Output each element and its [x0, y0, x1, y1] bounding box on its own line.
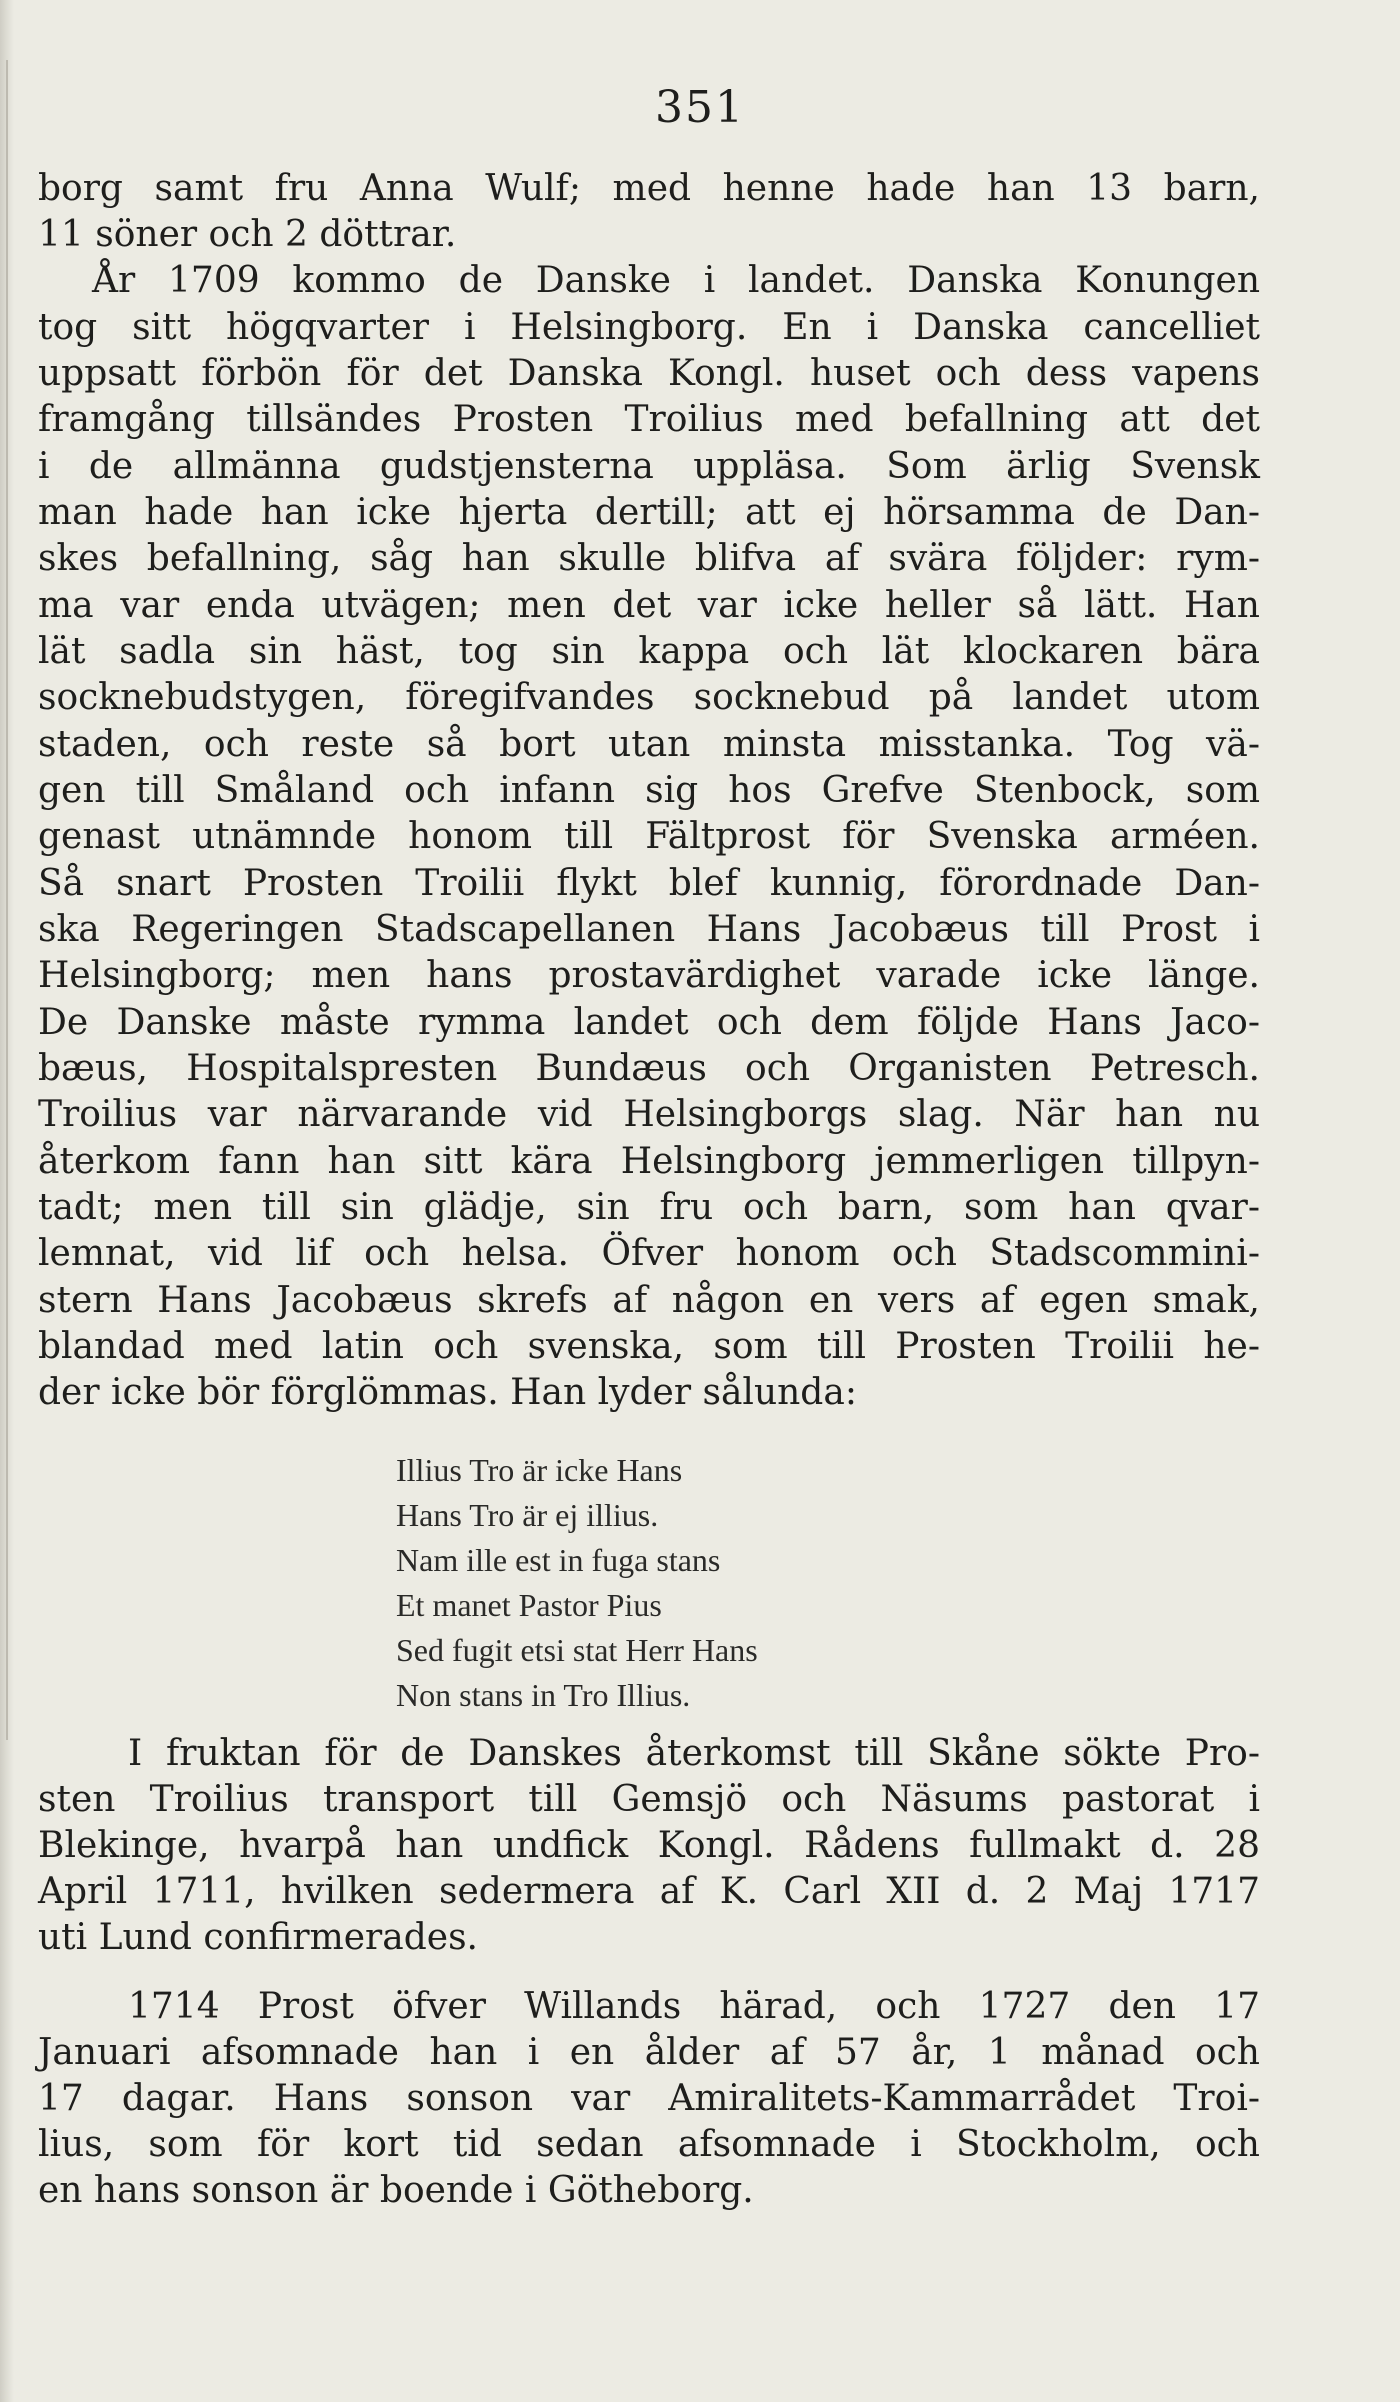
text-line: tadt; men till sin glädje, sin fru och barn, som han qvar- — [38, 1187, 1260, 1228]
text-line: 17 dagar. Hans sonson var Amiralitets-Kammarrådet Troi- — [38, 2078, 1260, 2119]
text-line: Januari afsomnade han i en ålder af 57 år, 1 månad och — [38, 2032, 1260, 2073]
text-line: skes befallning, såg han skulle blifva af svära följder: rym- — [38, 538, 1260, 579]
text-line: bæus, Hospitalspresten Bundæus och Organisten Petresch. — [38, 1048, 1260, 1089]
text-line: genast utnämnde honom till Fältprost för Svenska arméen. — [38, 816, 1260, 857]
page-edge-line — [6, 60, 8, 1740]
text-line: man hade han icke hjerta dertill; att ej hörsamma de Dan- — [38, 492, 1260, 533]
text-line: blandad med latin och svenska, som till Prosten Troilii he- — [38, 1326, 1260, 1367]
poem-line: Non stans in Tro Illius. — [396, 1677, 691, 1713]
text-line: lemnat, vid lif och helsa. Öfver honom och Stadscommini- — [38, 1233, 1260, 1274]
text-line: I fruktan för de Danskes återkomst till Skåne sökte Pro- — [128, 1733, 1260, 1774]
text-line: borg samt fru Anna Wulf; med henne hade han 13 barn, — [38, 168, 1260, 209]
text-line: Så snart Prosten Troilii flykt blef kunnig, förordnade Dan- — [38, 863, 1260, 904]
text-line: Troilius var närvarande vid Helsingborgs slag. När han nu — [38, 1094, 1260, 1135]
text-line: ma var enda utvägen; men det var icke heller så lätt. Han — [38, 585, 1260, 626]
text-line: återkom fann han sitt kära Helsingborg jemmerligen tillpyn- — [38, 1141, 1260, 1182]
text-line: År 1709 kommo de Danske i landet. Danska Konungen — [92, 260, 1260, 301]
text-line: Helsingborg; men hans prostavärdighet varade icke länge. — [38, 955, 1260, 996]
text-line: gen till Småland och infann sig hos Grefve Stenbock, som — [38, 770, 1260, 811]
poem-line: Nam ille est in fuga stans — [396, 1542, 721, 1578]
page-number: 351 — [655, 82, 745, 133]
text-line: sten Troilius transport till Gemsjö och Näsums pastorat i — [38, 1779, 1260, 1820]
text-line: De Danske måste rymma landet och dem följde Hans Jaco- — [38, 1002, 1260, 1043]
poem-line: Et manet Pastor Pius — [396, 1587, 662, 1623]
text-line: der icke bör förglömmas. Han lyder sålunda: — [38, 1372, 857, 1413]
text-line: lät sadla sin häst, tog sin kappa och lät klockaren bära — [38, 631, 1260, 672]
text-line: lius, som för kort tid sedan afsomnade i Stockholm, och — [38, 2124, 1260, 2165]
text-line: framgång tillsändes Prosten Troilius med befallning att det — [38, 399, 1260, 440]
text-line: April 1711, hvilken sedermera af K. Carl XII d. 2 Maj 1717 — [38, 1871, 1260, 1912]
text-line: staden, och reste så bort utan minsta misstanka. Tog vä- — [38, 724, 1260, 765]
text-line: uppsatt förbön för det Danska Kongl. huset och dess vapens — [38, 353, 1260, 394]
poem-line: Illius Tro är icke Hans — [396, 1452, 683, 1488]
text-line: stern Hans Jacobæus skrefs af någon en vers af egen smak, — [38, 1280, 1260, 1321]
text-line: socknebudstygen, föregifvandes socknebud på landet utom — [38, 677, 1260, 718]
text-line: tog sitt högqvarter i Helsingborg. En i Danska cancelliet — [38, 307, 1260, 348]
text-line: 11 söner och 2 döttrar. — [38, 214, 457, 255]
poem-line: Sed fugit etsi stat Herr Hans — [396, 1632, 758, 1668]
text-line: en hans sonson är boende i Götheborg. — [38, 2170, 754, 2211]
text-line: 1714 Prost öfver Willands härad, och 1727 den 17 — [128, 1986, 1260, 2027]
text-line: ska Regeringen Stadscapellanen Hans Jacobæus till Prost i — [38, 909, 1260, 950]
poem-line: Hans Tro är ej illius. — [396, 1497, 659, 1533]
text-line: i de allmänna gudstjensterna uppläsa. Som ärlig Svensk — [38, 446, 1260, 487]
text-line: uti Lund confirmerades. — [38, 1917, 478, 1958]
text-line: Blekinge, hvarpå han undfick Kongl. Rådens fullmakt d. 28 — [38, 1825, 1260, 1866]
